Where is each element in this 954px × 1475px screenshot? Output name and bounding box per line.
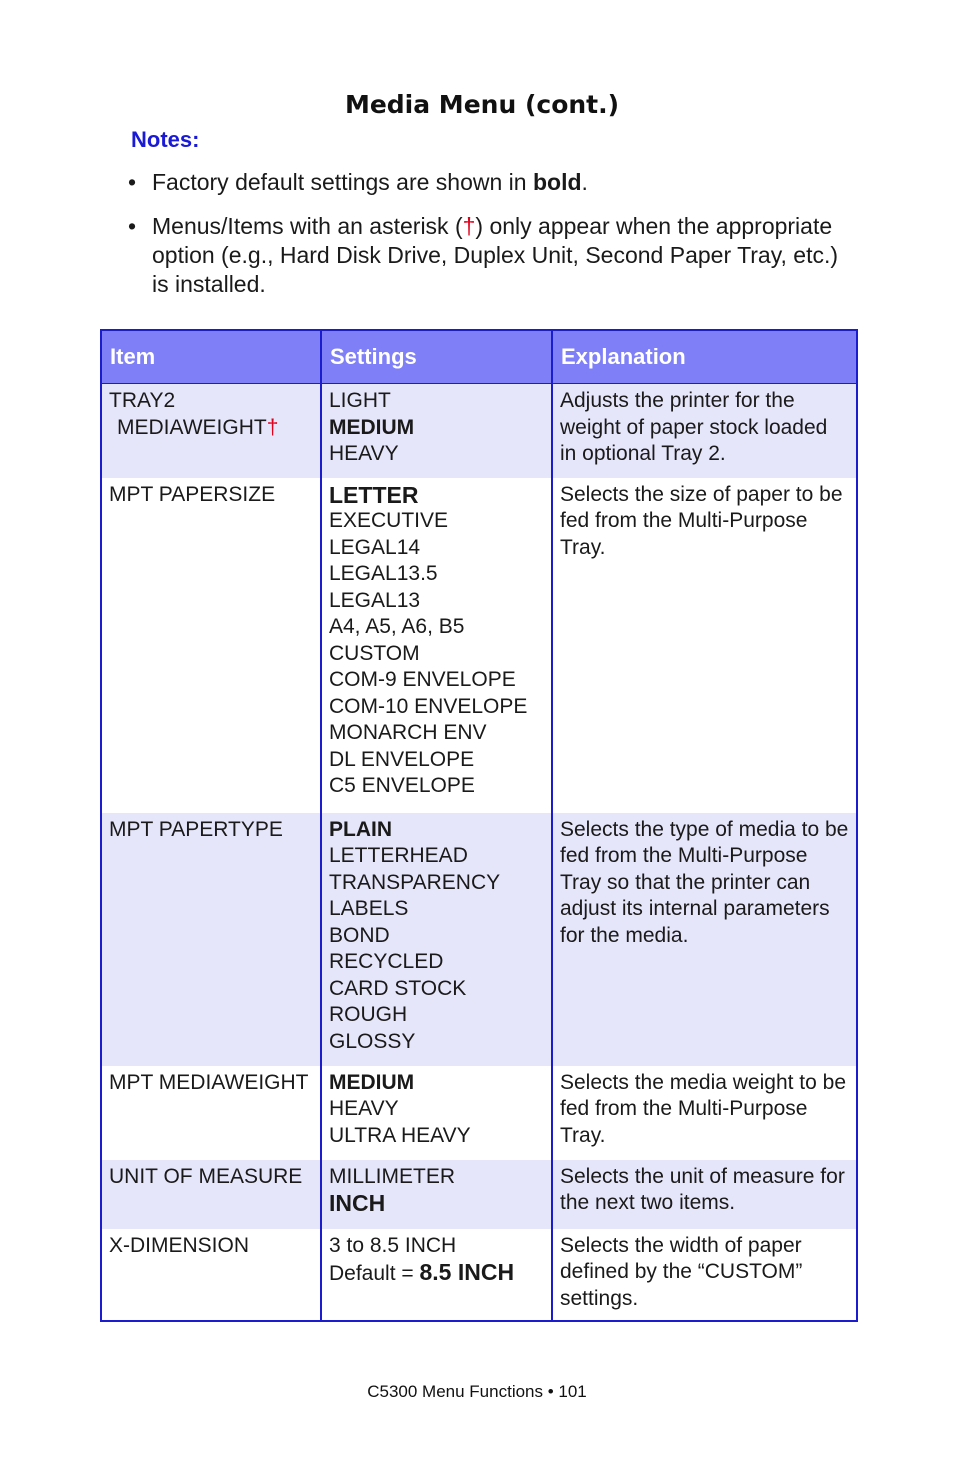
setting-option: MONARCH ENV [329, 721, 487, 744]
notes-list [128, 168, 848, 314]
setting-option-default: INCH [329, 1190, 386, 1216]
settings-cell [321, 1160, 552, 1229]
note-text: Menus/Items with an asterisk ( [152, 213, 463, 239]
setting-option: ULTRA HEAVY [329, 1123, 471, 1147]
header-explanation: Explanation [552, 330, 857, 384]
table-row [101, 384, 857, 478]
bullet-icon: • [128, 169, 137, 195]
settings-cell [321, 478, 552, 813]
setting-option: LEGAL14 [329, 535, 421, 559]
settings-cell [321, 813, 552, 1066]
item-name-text: MEDIAWEIGHT [117, 415, 267, 439]
setting-option: HEAVY [329, 1097, 399, 1120]
setting-option: CARD STOCK [329, 976, 467, 1000]
setting-option: COM-10 ENVELOPE [329, 694, 528, 718]
note-bold-word: bold [532, 169, 582, 195]
item-name-line2 [109, 415, 313, 442]
setting-option: ROUGH [329, 1003, 408, 1026]
explanation-cell: Adjusts the printer for the weight of paper stock loaded in optional Tray 2. [552, 384, 857, 478]
table-row [101, 1229, 857, 1322]
setting-option: LABELS [329, 897, 409, 920]
bullet-icon: • [128, 213, 137, 239]
dagger-icon: † [462, 213, 476, 239]
setting-option: LEGAL13 [329, 588, 421, 612]
setting-option-default: LETTER [329, 481, 419, 508]
explanation-cell: Selects the width of paper defined by the “CUSTOM” settings. [552, 1229, 857, 1322]
media-menu-table [100, 329, 858, 1322]
explanation-cell: Selects the unit of measure for the next two items. [552, 1160, 857, 1229]
settings-cell [321, 1229, 552, 1322]
table-row [101, 813, 857, 1066]
table-header-row [101, 330, 857, 384]
explanation-cell: Selects the type of media to be fed from the Multi-Purpose Tray so that the printer can adjust its internal parameters for the media. [552, 813, 857, 1066]
setting-option-default: MEDIUM [329, 415, 415, 439]
note-item-asterisk [128, 212, 848, 299]
item-cell: MPT PAPERTYPE [101, 813, 321, 1066]
page-title: Media Menu (cont.) [344, 90, 620, 119]
setting-option: EXECUTIVE [329, 509, 449, 532]
setting-option-default: MEDIUM [329, 1070, 415, 1094]
setting-option: BOND [329, 923, 390, 947]
note-text-end: . [581, 169, 588, 195]
dagger-icon: † [266, 415, 279, 439]
note-text-end: ) only appear when the appropriate option (e.g., Hard Disk Drive, Duplex Unit, Second Paper Tray, etc.) is installed. [152, 213, 839, 297]
item-cell [101, 384, 321, 478]
item-name-line1: TRAY2 [109, 389, 176, 412]
settings-cell [321, 384, 552, 478]
settings-cell [321, 1066, 552, 1160]
setting-option: C5 ENVELOPE [329, 774, 475, 797]
setting-option-default: PLAIN [329, 817, 392, 841]
setting-option: MILLIMETER [329, 1164, 456, 1188]
item-cell: MPT MEDIAWEIGHT [101, 1066, 321, 1160]
item-cell: UNIT OF MEASURE [101, 1160, 321, 1229]
explanation-cell: Selects the size of paper to be fed from the Multi-Purpose Tray. [552, 478, 857, 813]
setting-option: RECYCLED [329, 950, 444, 973]
default-value: 8.5 INCH [419, 1259, 515, 1285]
table-row [101, 478, 857, 813]
notes-heading: Notes: [131, 127, 200, 152]
setting-option: GLOSSY [329, 1029, 416, 1053]
setting-option: COM-9 ENVELOPE [329, 668, 516, 691]
setting-option: DL ENVELOPE [329, 747, 475, 771]
default-prefix: Default = [329, 1262, 420, 1285]
setting-option: TRANSPARENCY [329, 870, 501, 894]
explanation-cell: Selects the media weight to be fed from the Multi-Purpose Tray. [552, 1066, 857, 1160]
setting-option: LIGHT [329, 389, 391, 412]
setting-option: A4, A5, A6, B5 [329, 615, 465, 638]
table-row [101, 1066, 857, 1160]
setting-range: 3 to 8.5 INCH [329, 1233, 457, 1257]
setting-option: LEGAL13.5 [329, 562, 438, 585]
setting-default-line [329, 1259, 544, 1288]
table-row [101, 1160, 857, 1229]
note-item-bold-defaults [128, 168, 848, 197]
setting-option: CUSTOM [329, 641, 420, 665]
note-text: Factory default settings are shown in [152, 169, 533, 195]
item-cell: MPT PAPERSIZE [101, 478, 321, 813]
header-settings: Settings [321, 330, 552, 384]
header-item: Item [101, 330, 321, 384]
page-footer: C5300 Menu Functions • 101 [367, 1382, 587, 1401]
item-cell: X-DIMENSION [101, 1229, 321, 1322]
setting-option: HEAVY [329, 442, 399, 465]
setting-option: LETTERHEAD [329, 844, 468, 867]
